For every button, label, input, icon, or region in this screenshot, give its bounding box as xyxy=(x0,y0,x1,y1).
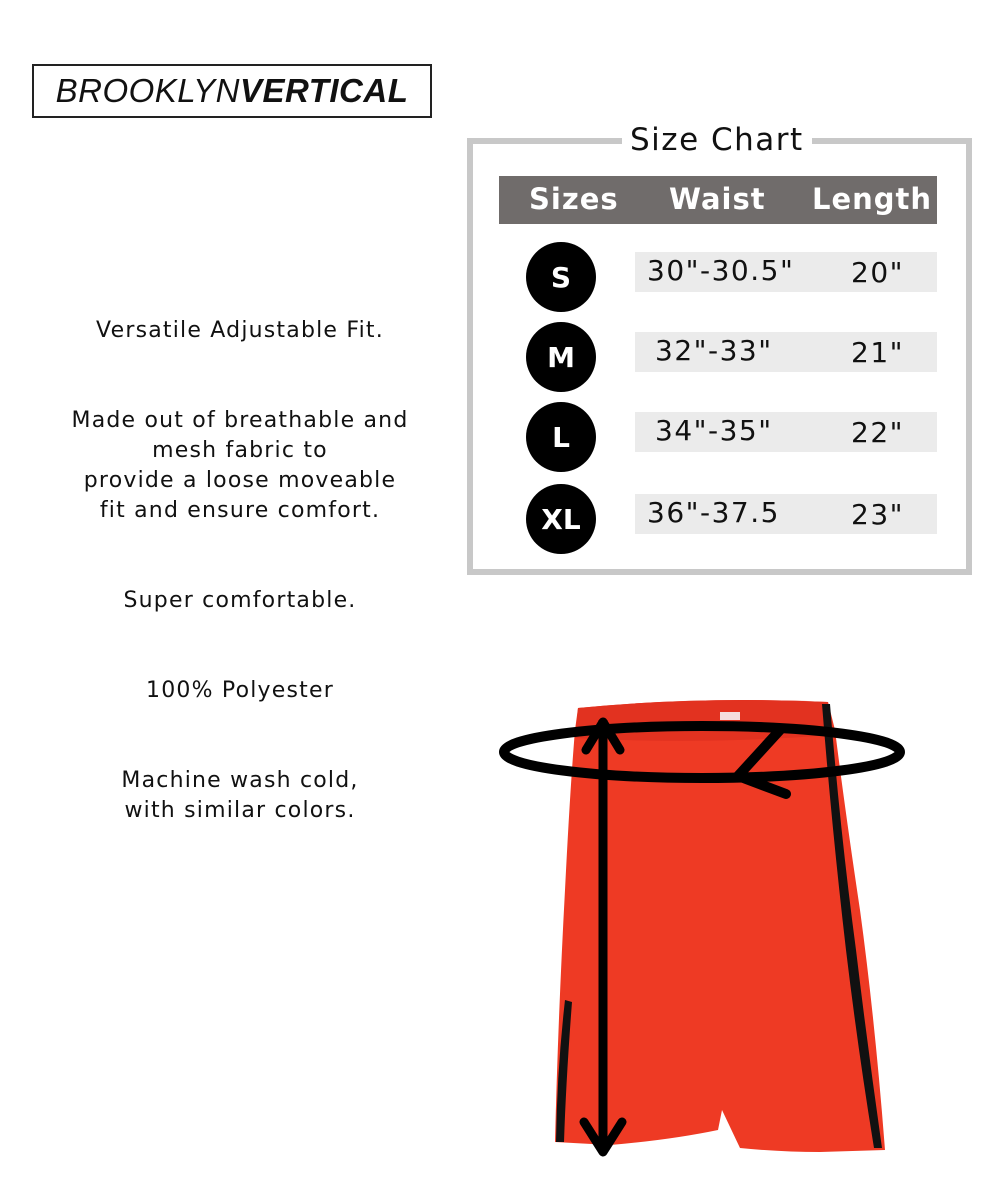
waist-value: 36"-37.5 xyxy=(647,496,780,529)
brand-logo xyxy=(32,64,432,118)
feature-material: 100% Polyester xyxy=(146,678,334,703)
feature-fit: Versatile Adjustable Fit. xyxy=(96,318,384,343)
size-badge: M xyxy=(526,322,596,392)
feature-comfort: Super comfortable. xyxy=(123,588,357,613)
size-badge: L xyxy=(526,402,596,472)
header-length: Length xyxy=(812,182,933,216)
size-row xyxy=(499,402,939,472)
size-badge: S xyxy=(526,242,596,312)
header-sizes: Sizes xyxy=(529,182,619,216)
waist-value: 30"-30.5" xyxy=(647,254,795,287)
size-chart-title: Size Chart xyxy=(622,122,812,158)
feature-fabric: Made out of breathable and mesh fabric to provide a loose moveable fit and ensure comfort. xyxy=(71,408,409,523)
waist-value: 32"-33" xyxy=(655,334,773,367)
length-value: 23" xyxy=(851,498,905,531)
size-badge: XL xyxy=(526,484,596,554)
size-row xyxy=(499,484,939,554)
length-value: 20" xyxy=(851,256,905,289)
size-chart-header xyxy=(499,176,937,224)
header-waist: Waist xyxy=(669,182,766,216)
size-row xyxy=(499,322,939,392)
size-row xyxy=(499,242,939,312)
brand-name-part2: VERTICAL xyxy=(239,72,409,109)
waist-value: 34"-35" xyxy=(655,414,773,447)
feature-care: Machine wash cold, with similar colors. xyxy=(121,768,359,823)
label-tag xyxy=(720,712,740,720)
brand-name-part1: BROOKLYN xyxy=(55,72,240,109)
length-value: 22" xyxy=(851,416,905,449)
shorts-measurement-illustration xyxy=(490,690,920,1180)
length-value: 21" xyxy=(851,336,905,369)
